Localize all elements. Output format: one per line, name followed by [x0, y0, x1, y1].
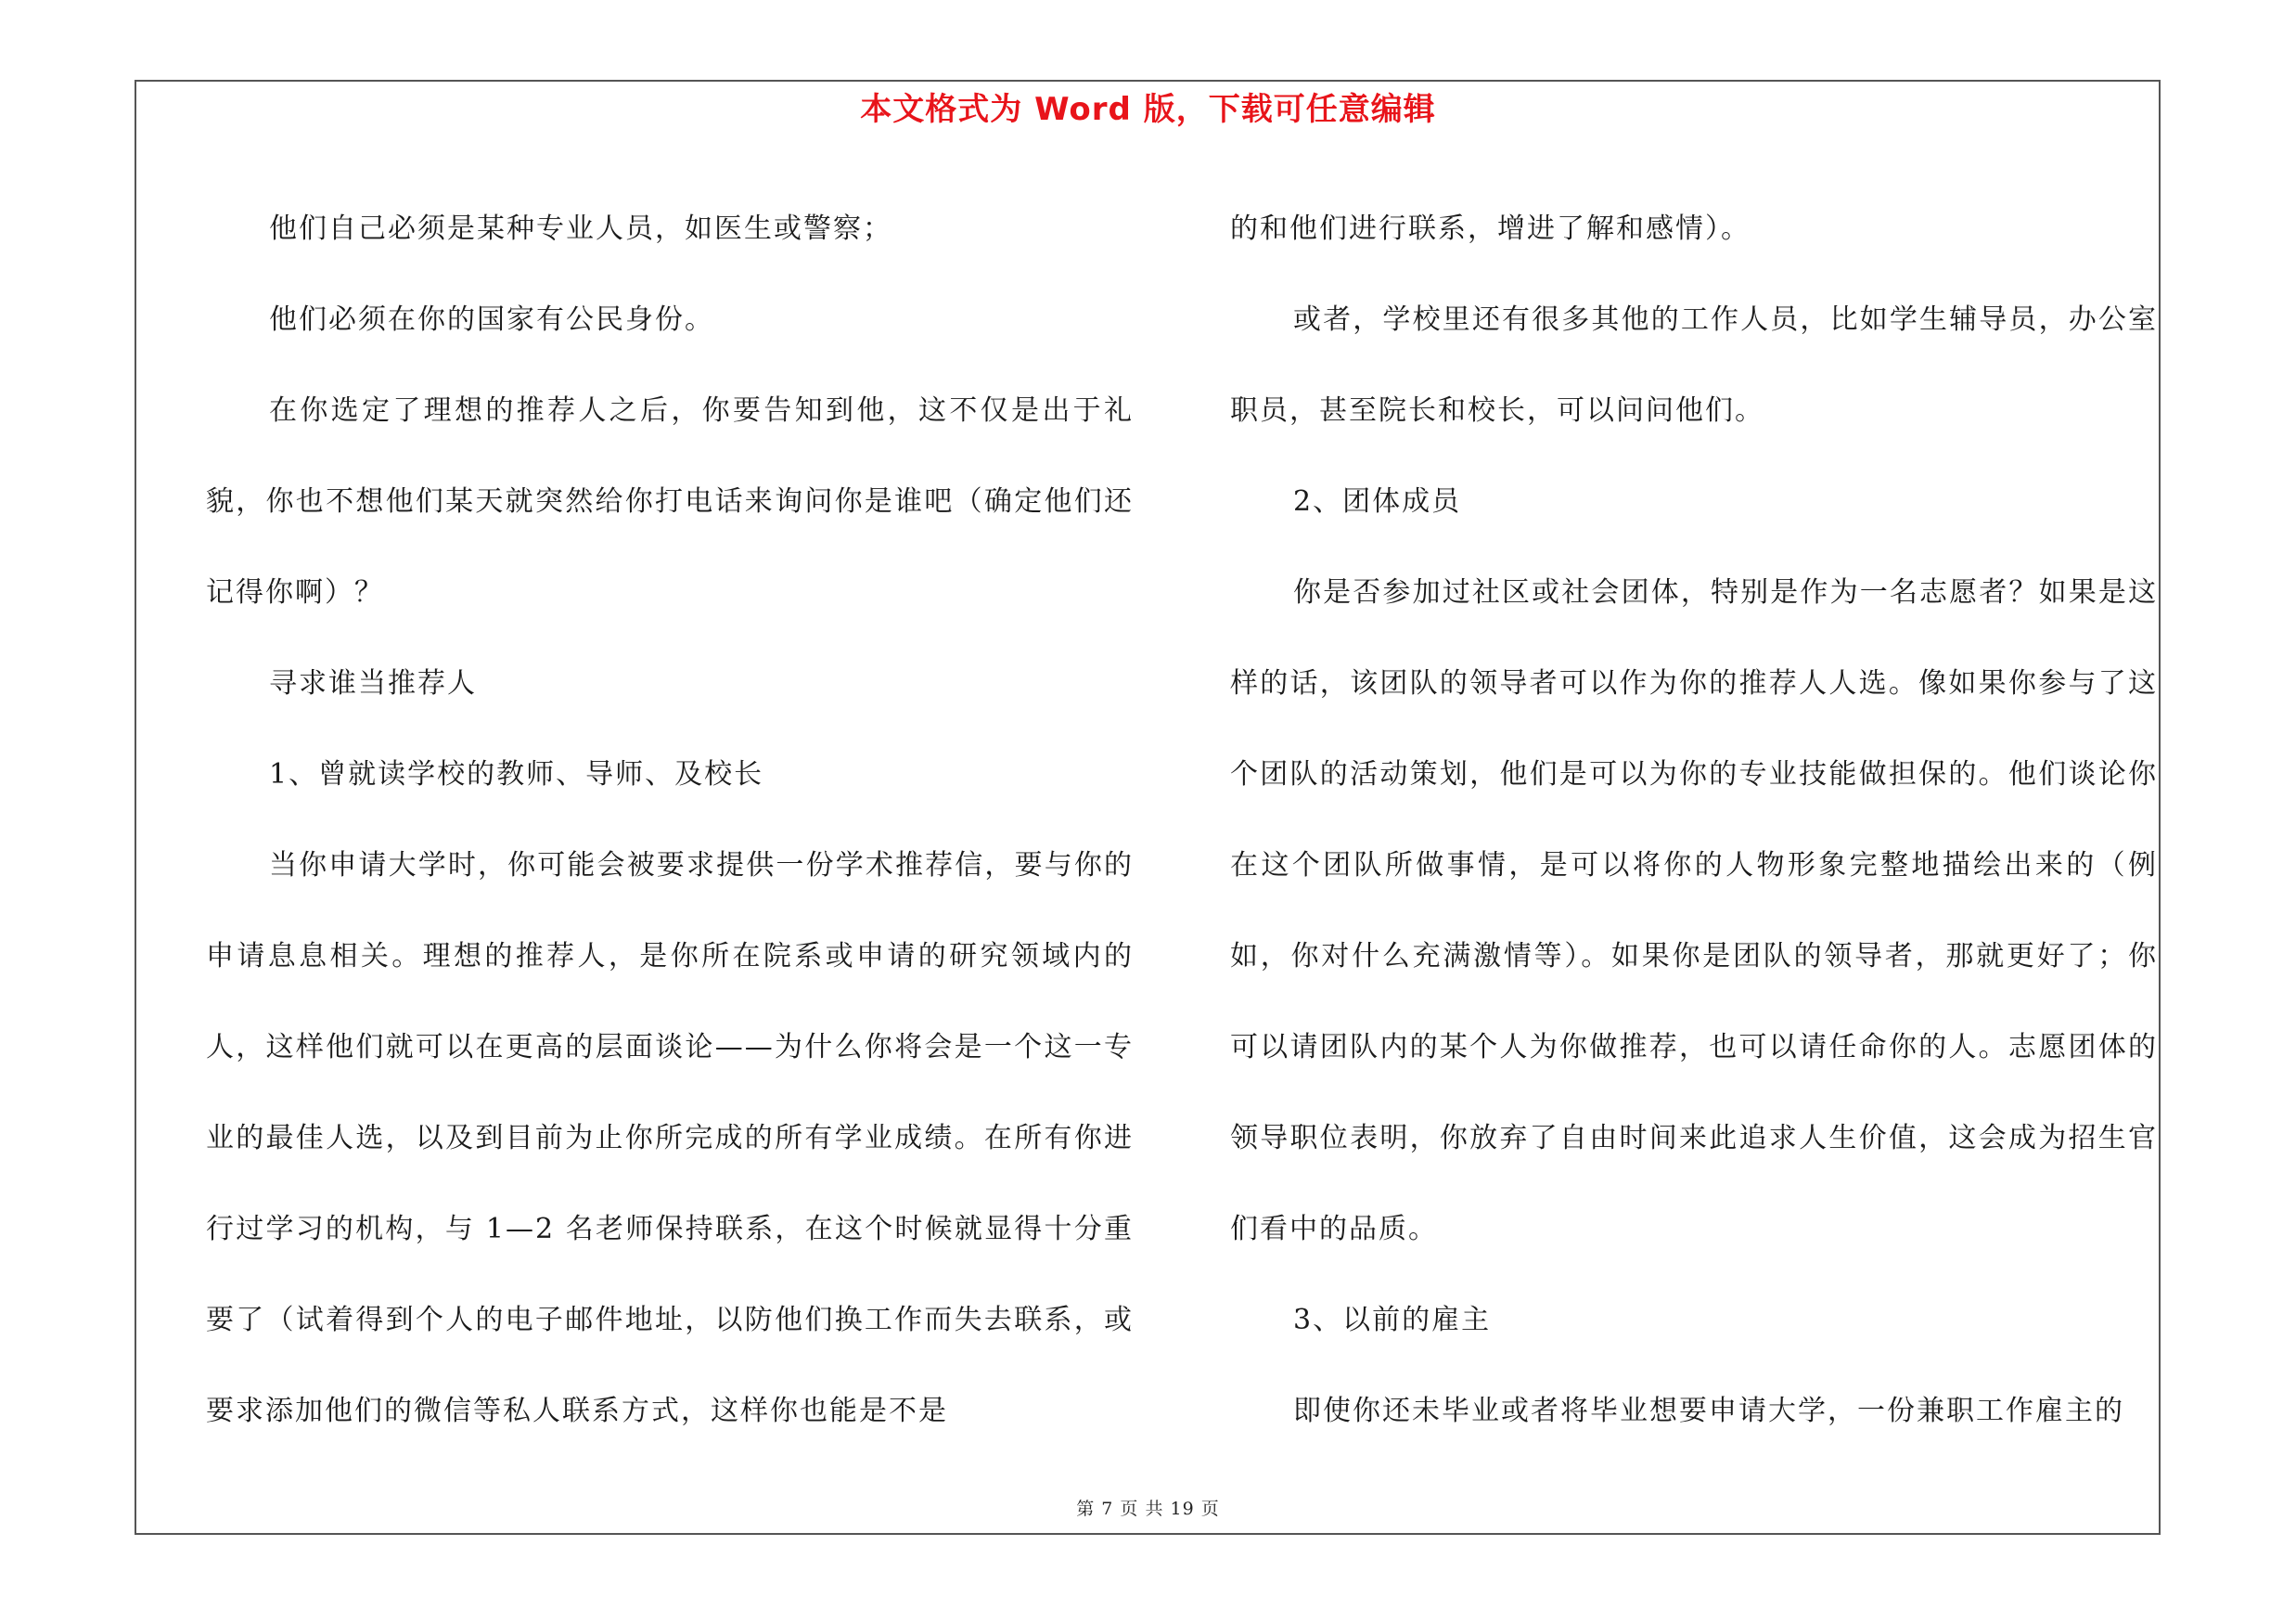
paragraph: 即使你还未毕业或者将毕业想要申请大学，一份兼职工作雇主的 — [1293, 1395, 2124, 1427]
paragraph: 2、团体成员 — [1293, 485, 1462, 518]
paragraph: 他们自己必须是某种专业人员，如医生或警察； — [269, 213, 892, 245]
paragraph: 3、以前的雇主 — [1293, 1304, 1492, 1336]
right-column — [1230, 184, 2158, 1457]
paragraph: 当你申请大学时，你可能会被要求提供一份学术推荐信，要与你的申请息息相关。理想的推荐人，是你所在院系或申请的研究领域内的人，这样他们就可以在更高的层面谈论——为什么你将会是一个这一专业的最佳人选，以及到目前为止你所完成的所有学业成绩。在所有你进行过学习的机构，与 1—2 名老师保持联系，在这个时候就显得十分重要了（试着得到个人的电子邮件地址，以防他们换工作而失去联系，或要求添加他们的微信等私人联系方式，这样你也能是不是 — [206, 849, 1134, 1427]
paragraph: 寻求谁当推荐人 — [269, 667, 477, 700]
paragraph: 的和他们进行联系，增进了解和感情）。 — [1230, 213, 1751, 245]
banner-title: 本文格式为 Word 版，下载可任意编辑 — [860, 91, 1436, 128]
paragraph: 你是否参加过社区或社会团体，特别是作为一名志愿者？如果是这样的话，该团队的领导者可以作为你的推荐人人选。像如果你参与了这个团队的活动策划，他们是可以为你的专业技能做担保的。他们谈论你在这个团队所做事情，是可以将你的人物形象完整地描绘出来的（例如，你对什么充满激情等）。如果你是团队的领导者，那就更好了；你可以请团队内的某个人为你做推荐，也可以请任命你的人。志愿团体的领导职位表明，你放弃了自由时间来此追求人生价值，这会成为招生官们看中的品质。 — [1230, 576, 2158, 1245]
paragraph: 他们必须在你的国家有公民身份。 — [269, 303, 714, 336]
left-column — [206, 184, 1134, 1457]
paragraph: 在你选定了理想的推荐人之后，你要告知到他，这不仅是出于礼貌，你也不想他们某天就突然给你打电话来询问你是谁吧（确定他们还记得你啊）？ — [206, 394, 1134, 609]
paragraph: 或者，学校里还有很多其他的工作人员，比如学生辅导员，办公室职员，甚至院长和校长，可以问问他们。 — [1230, 303, 2158, 427]
page-number: 第 7 页 共 19 页 — [1076, 1499, 1220, 1519]
paragraph: 1、曾就读学校的教师、导师、及校长 — [269, 758, 764, 791]
